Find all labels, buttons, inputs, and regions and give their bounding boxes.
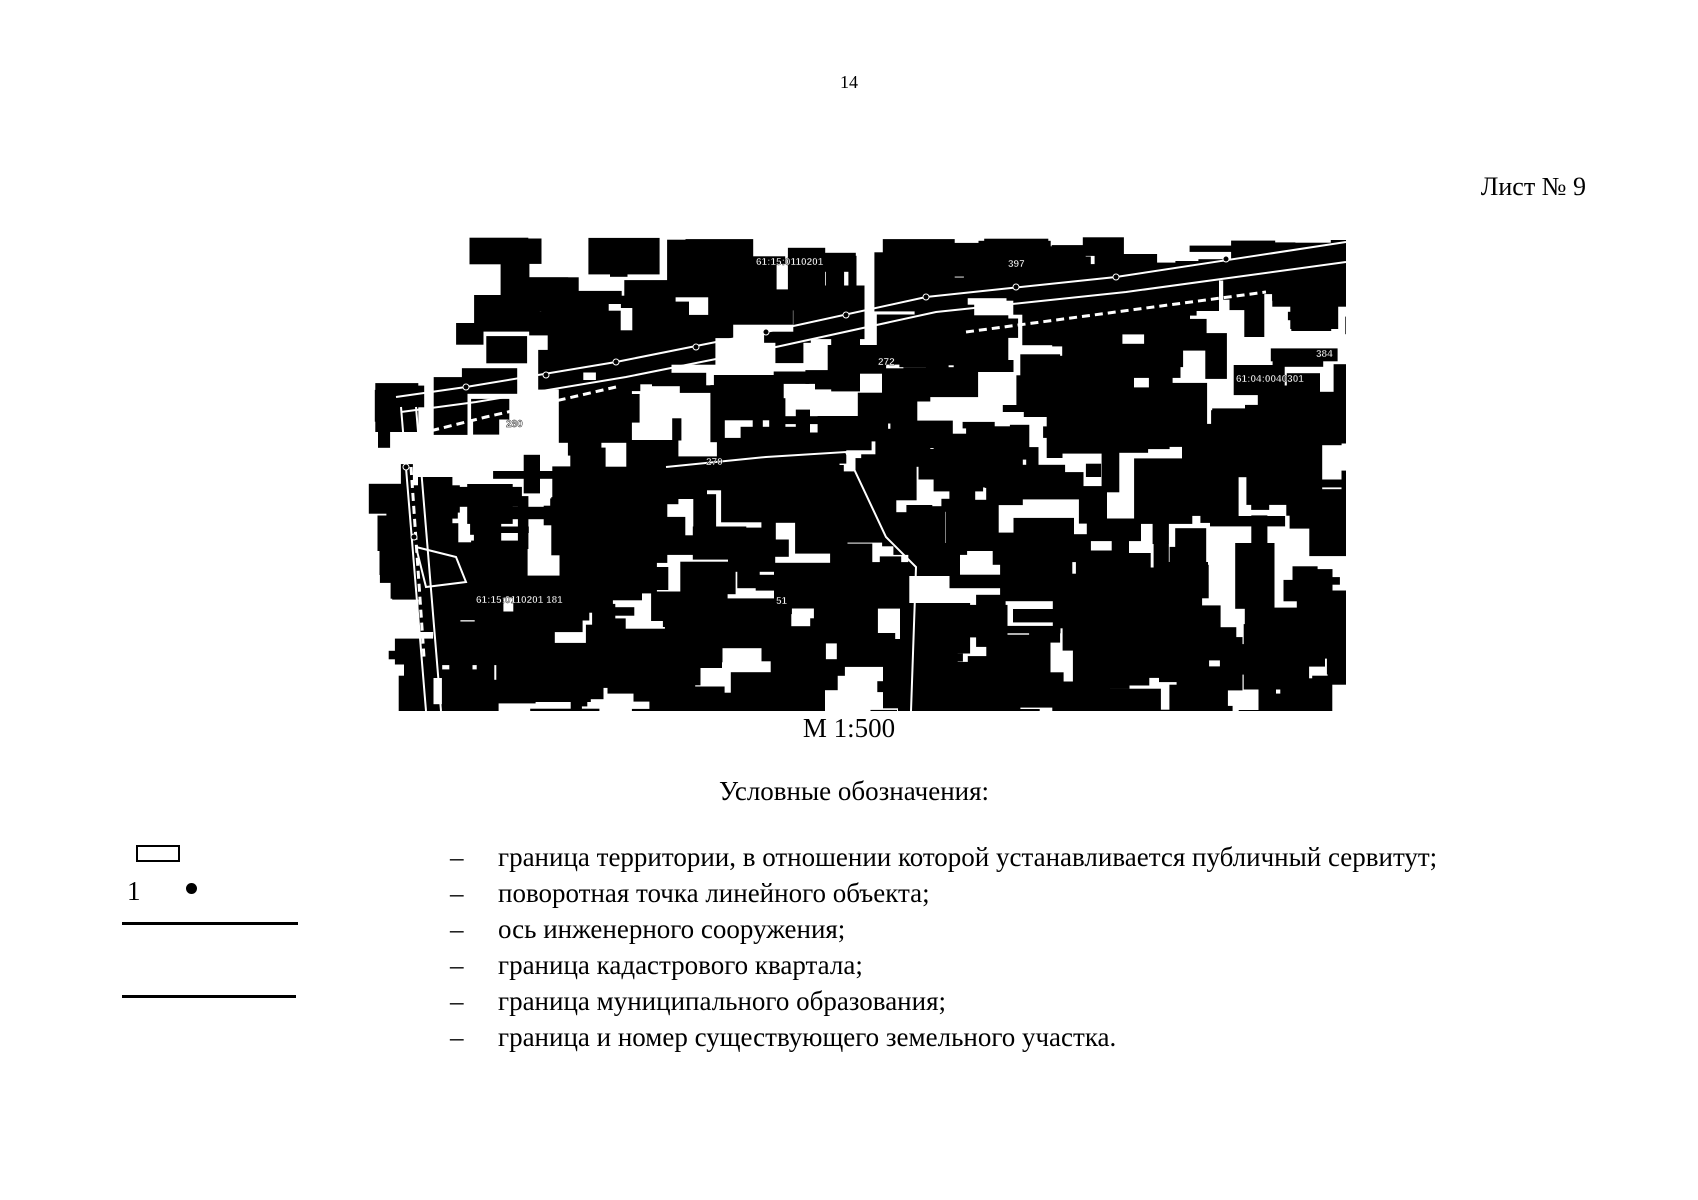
texture-patch xyxy=(796,410,810,448)
map-label-270: 270 xyxy=(706,457,723,468)
texture-patch xyxy=(899,643,954,654)
texture-patch xyxy=(942,319,1019,338)
texture-patch xyxy=(1144,303,1183,367)
texture-patch xyxy=(899,245,928,280)
texture-patch xyxy=(680,562,735,595)
texture-patch xyxy=(1086,464,1101,477)
texture-patch xyxy=(470,493,496,535)
texture-patch xyxy=(477,553,505,575)
texture-patch xyxy=(610,265,628,277)
texture-patch xyxy=(904,421,953,443)
texture-patch xyxy=(858,571,893,600)
texture-patch xyxy=(518,496,529,549)
texture-patch xyxy=(1153,493,1169,544)
legend-item xyxy=(450,878,930,909)
texture-patch xyxy=(1239,644,1267,675)
legend-item xyxy=(450,986,946,1017)
map-scale: М 1:500 xyxy=(802,713,896,743)
texture-patch xyxy=(649,646,697,676)
texture-patch xyxy=(1102,436,1120,492)
texture-patch xyxy=(652,373,706,386)
sheet-label: Лист № 9 xyxy=(1480,172,1586,201)
turning-point-symbol xyxy=(186,883,197,894)
texture-patch xyxy=(738,682,798,700)
texture-patch xyxy=(1210,516,1285,526)
texture-patch xyxy=(871,710,898,711)
map-label-384: 384 xyxy=(1316,349,1333,360)
texture-patch xyxy=(710,385,724,442)
legend-item-text: граница кадастрового квартала; xyxy=(498,950,863,980)
texture-patch xyxy=(774,372,810,384)
texture-patch xyxy=(858,393,902,424)
texture-patch xyxy=(551,497,617,555)
texture-patch xyxy=(691,649,700,685)
texture-patch xyxy=(541,278,577,331)
legend-dash: – xyxy=(450,914,464,944)
texture-patch xyxy=(728,528,775,572)
texture-patch xyxy=(906,505,932,552)
legend-dash: – xyxy=(450,1022,464,1052)
texture-patch xyxy=(663,603,704,627)
texture-patch xyxy=(538,350,583,390)
texture-patch xyxy=(613,607,634,616)
texture-patch xyxy=(648,567,669,590)
map-label-280: 280 xyxy=(506,419,523,430)
texture-patch xyxy=(639,504,659,556)
texture-patch xyxy=(624,280,669,300)
texture-patch xyxy=(802,628,818,686)
texture-patch xyxy=(470,238,529,265)
texture-patch xyxy=(1316,577,1340,585)
engineering-axis-symbol xyxy=(122,922,298,925)
texture-patch xyxy=(1205,333,1227,379)
texture-patch xyxy=(474,295,540,332)
texture-patch xyxy=(769,398,785,436)
texture-patch xyxy=(795,505,847,553)
servitude-boundary-symbol xyxy=(136,845,180,862)
texture-patch xyxy=(1014,518,1075,541)
texture-patch xyxy=(1122,627,1198,678)
legend-dash: – xyxy=(450,950,464,980)
texture-patch xyxy=(1009,642,1031,688)
legend-item xyxy=(450,914,845,945)
texture-patch xyxy=(1094,525,1125,539)
texture-patch xyxy=(414,704,484,711)
texture-patch xyxy=(1212,408,1266,417)
texture-patch xyxy=(1075,257,1091,282)
texture-patch xyxy=(1048,256,1075,320)
legend-item-text: граница и номер существующего земельного участка. xyxy=(498,1022,1117,1052)
texture-patch xyxy=(586,625,621,671)
legend-item xyxy=(450,950,863,981)
texture-patch xyxy=(1004,556,1070,601)
texture-patch xyxy=(1286,493,1344,516)
texture-patch xyxy=(634,689,655,702)
legend-dash: – xyxy=(450,878,464,908)
texture-patch xyxy=(1010,425,1029,460)
texture-patch xyxy=(380,533,397,575)
texture-patch xyxy=(1062,341,1121,382)
texture-patch xyxy=(976,595,1006,647)
texture-patch xyxy=(1083,237,1124,256)
texture-patch xyxy=(1271,623,1298,682)
texture-patch xyxy=(900,322,929,334)
texture-patch xyxy=(668,687,725,712)
texture-patch xyxy=(1035,545,1075,555)
texture-patch xyxy=(1235,416,1269,429)
legend-item-text: граница муниципального образования; xyxy=(498,986,947,1016)
legend-dash: – xyxy=(450,842,464,872)
texture-patch xyxy=(1334,364,1346,419)
texture-patch xyxy=(896,641,905,652)
map-label-parcel: 61:15:0110201 181 xyxy=(476,595,563,606)
texture-patch xyxy=(389,651,433,660)
texture-patch xyxy=(1190,246,1235,252)
legend-item-text: граница территории, в отношении которой устанавливается публичный сервитут; xyxy=(498,842,1438,872)
map-label-51: 51 xyxy=(776,596,788,607)
texture-patch xyxy=(1345,317,1346,335)
texture-patch xyxy=(1047,415,1063,458)
texture-patch xyxy=(968,656,1006,704)
texture-patch xyxy=(486,336,527,363)
legend-item xyxy=(450,1022,1116,1053)
texture-patch xyxy=(1251,485,1269,510)
turning-point-number: 1 xyxy=(127,876,141,906)
legend-item-text: поворотная точка линейного объекта; xyxy=(498,878,930,908)
texture-patch xyxy=(524,455,540,494)
texture-patch xyxy=(1095,689,1161,711)
municipal-boundary-symbol xyxy=(122,995,296,998)
texture-patch xyxy=(1081,630,1100,660)
texture-patch xyxy=(530,709,599,711)
texture-patch xyxy=(1175,261,1219,311)
texture-patch xyxy=(497,527,528,534)
legend-item xyxy=(450,842,1437,873)
legend-dash: – xyxy=(450,986,464,1016)
map-image xyxy=(366,237,1346,711)
texture-patch xyxy=(572,698,588,706)
texture-patch xyxy=(1184,461,1237,516)
texture-patch xyxy=(898,662,960,711)
texture-patch xyxy=(946,500,999,551)
texture-patch xyxy=(861,454,916,500)
texture-patch xyxy=(1001,626,1061,633)
map-label-quarter-2: 61:04:0040301 xyxy=(1236,374,1304,385)
texture-patch xyxy=(838,426,872,450)
legend-item-text: ось инженерного сооружения; xyxy=(498,914,846,944)
texture-patch xyxy=(462,368,517,394)
texture-patch xyxy=(882,512,909,546)
map-label-272: 272 xyxy=(878,357,895,368)
texture-patch xyxy=(1322,607,1346,615)
page-number: 14 xyxy=(840,72,858,92)
texture-patch xyxy=(1293,566,1318,597)
texture-patch xyxy=(755,459,774,502)
texture-patch xyxy=(719,289,793,324)
texture-patch xyxy=(1191,322,1202,349)
map-label-397: 397 xyxy=(1008,259,1025,270)
texture-patch xyxy=(1003,405,1056,412)
texture-patch xyxy=(1166,390,1193,404)
texture-patch xyxy=(1291,273,1331,331)
texture-patch xyxy=(753,410,763,446)
texture-patch xyxy=(1106,395,1168,425)
texture-patch xyxy=(672,418,681,440)
map-label-quarter-1: 61:15:0110201 xyxy=(756,257,824,268)
texture-patch xyxy=(573,431,602,453)
texture-patch xyxy=(1078,682,1129,689)
texture-patch xyxy=(837,633,895,667)
texture-patch xyxy=(669,326,716,365)
legend-title: Условные обозначения: xyxy=(718,776,990,806)
texture-patch xyxy=(919,449,965,480)
texture-patch xyxy=(1175,528,1206,565)
texture-patch xyxy=(1328,633,1346,685)
texture-patch xyxy=(1235,543,1274,609)
texture-patch xyxy=(1171,706,1233,711)
texture-patch xyxy=(1196,565,1209,599)
